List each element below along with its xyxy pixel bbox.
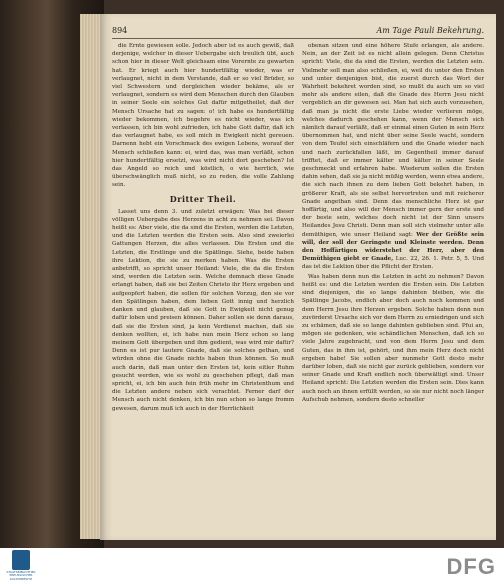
left-paragraph-2: Lasset uns denn 3. und zuletzt erwägen: Was bei dieser völligen Uebergabe des Herzens in acht zu nehmen sei. Davon heißt es: Aber viele, die da sind die Ersten, werden die Letzten, und die Letzten werden die Ersten sein. Also sind zweierlei Gattungen Herzen, die alles verlassen. Die Ersten und die Letzten, die Erstlinge und die Spätlinge. Siehe, beide haben ihre Lektion, die sie zu merken haben. Was die Ersten anbetrifft, so spricht unser Heiland: Viele, die da die Ersten sind, werden die Letzten sein. Welche demnach diese Gnade erlangt haben, daß sie bei Zeiten Christo ihr Herz ergeben und aufgeopfert haben, die sollen für solchen Vorzug, den sie vor den Spätlingen haben, dem lieben Gott innig und herzlich danken und glauben, daß sie Gott in Ewigkeit nicht genug dafür loben und preisen können. Daher sollen sie denn daraus, daß sie die Ersten sind, ja kein Verdienst machen, daß sie denken wollten, ei, ich habe nun mein Herz schon so lang meinem Gott übergeben und ihm gedient, was wird mir dafür? Denn es ist pur lautere Gnade, daß sie solches gethan, und würden ohne die Gnade nichts haben thun können. So muß auch darin, daß man unter den Ersten ist, kein eitler Ruhm gesucht werden, wie es wohl zu geschehen pflegt, daß man spricht, ei, ich bin auch fein früh mehr im Christenthum und die Letzten andere neben sich verachtet. Ferner darf der Mensch auch nicht denken, ich bin nun schon so lange fromm gewesen, darum muß ich auch in der Herrlichkeit: [112, 208, 294, 412]
right-column: [302, 42, 484, 526]
right-paragraph-2: Was haben denn nun die Letzten in acht zu nehmen? Davon heißt es: und die Letzten werden die Ersten sein. Die Letzten sind diejenigen, die so lange dahinten bleiben, wie die Spätlinge Jacobs, endlich aber doch auch noch kommen und dem Herrn Jesu ihre Herzen ergeben. Solche haben denn nun zuvörderst Ursache sich vor dem Herrn zu erniedrigen und sich zu schämen, daß sie so lange dahinten geblieben sind. Pfui an, mögen sie gedenken, wie schändlichen Menschen, daß ich so viele Jahre zugebracht, und von dem Herrn Jesu und dem Guten, das in ihm ist, gehört, und ihm mein Herz doch nicht ergeben habe! Sie sollen aber nunmehr Gott desto mehr darüber loben, daß sie nicht gar zurück geblieben, sondern vor seiner Gnade und Kraft endlich noch überwältigt sind. Unser Heiland spricht: Die Letzten werden die Ersten sein. Dies kann auch noch an ihnen erfüllt werden, so sie nur nicht noch länger Aufschub nehmen, sondern desto schneller: [302, 273, 484, 403]
scripture-reference: Luc. 22, 26. 1. Petr. 5, 5.: [395, 256, 470, 263]
left-paragraph-1: die Ernte gewiesen solle. Jedoch aber ist es auch gewiß, daß derjenige, welcher in dieser Uebergabe sich treulich übt, auch schon hier in dieser Welt gleichsam eine Vorernte zu gewarten hat. Er kriegt auch hier hundertfältig wieder, was er verlaugnet, nicht in dem Verstande, daß er so viel Brüder, so viel Schwestern und dergleichen wieder bekäme, als er verlaugnet, sondern es wird dem Menschen durch den Glauben in seiner Seele ein solches Gut dafür mitgetheilet, daß der Mensch Ursache hat zu sagen: o! ich habe es hundertfältig wieder bekommen, ich begehre es nicht wieder, was ich verlassen, ich bin wohl zufrieden, ich habe Gott dafür, daß ich das verlaugnet habe, es soll mich in Ewigkeit nicht gereuen. Darnenn hebt ein Vorschmack des ewigen Lebens, worauf der Mensch schließen kann: ei, wird das, was man verläßt, schon hier hundertfältig ersetzt, was wird nicht dort geschehen? Ist das Angeld so reich und köstlich, o wie herrlich, wie überschwänglich muß nicht, so zu reden, die volle Zahlung sein.: [112, 43, 294, 189]
page-number: 894: [112, 26, 128, 35]
dfg-logo: DFG: [446, 554, 496, 579]
book-page: [100, 14, 496, 540]
library-logo-text: STAATSBIBLIOTHEK PREUSSISCHER KULTURBESITZ: [6, 570, 36, 581]
scripture-quote: Wer der Größte sein will, der soll der Geringste und Kleinste werden. Denn den Hoffärtigen widerstehet der Herr, aber den Demüthigen giebt er Gnade,: [302, 231, 484, 263]
library-logo[interactable]: [4, 550, 38, 582]
right-paragraph-1-text: obenan sitzen und eine höhere Stufe erlangen, als andere. Nein, an der Zeit ist es nicht allein gelegen. Denn Christus spricht: Viele, die da sind die Ersten, werden die Letzten sein. Vielmehr soll man also schließen, ei, weil du unter den Ersten und unter denjenigen bist, die zuerst durch das Wort der Wahrheit bekehret worden sind, so mußt du auch um so viel mehr als andere eilen, daß die Gnade des Herrn Jesu nicht vergeblich an dir gewesen sei. Man hat sich auch vorzusehen, daß man ja nicht die erste Liebe wieder verlieren möge, welches dadurch geschehen kann, wenn der Mensch sich nämlich darauf verläßt, daß er einmal einen Guten in sein Herz übernommen hat, und nicht über seine Seele wacht, sondern von dem Teufel sich einschläfern und die Gnade wieder nach und nach zurückfallen läßt, im Gegentheil immer darauf trifftet, daß er immer kälter und kälter in seiner Seele geschmeckt und erfahren habe. Wiederum sollen die Ersten dahin sehen, daß sie ja nicht müßig werden, wenn etwa andere, die sich nach ihnen zu dem lieben Gott bekehrt haben, in größerer Kraft, als sie selbst hervortreten und mit reicherer Gnade angethan sind. Denn das menschliche Herz ist gar hoffärtig, und also will der Mensch immer gern der erste und der beste sein, welches doch nicht ist der Sinn unsers Heilandes Jesu Christi. Denn man soll sich vielmehr unter alle demüthigen, wie unser Heiland sagt:: [302, 43, 484, 238]
page-header: [112, 24, 484, 39]
right-paragraph-1-end: Und das ist die Lektion über die Pflicht der Ersten.: [302, 256, 484, 271]
viewer-footer: [0, 548, 504, 584]
library-crest-icon: [12, 550, 30, 570]
section-heading: Dritter Theil.: [169, 193, 237, 204]
left-column: [112, 42, 294, 526]
right-paragraph-1: [302, 42, 484, 272]
running-title: Am Tage Pauli Bekehrung.: [376, 26, 484, 35]
